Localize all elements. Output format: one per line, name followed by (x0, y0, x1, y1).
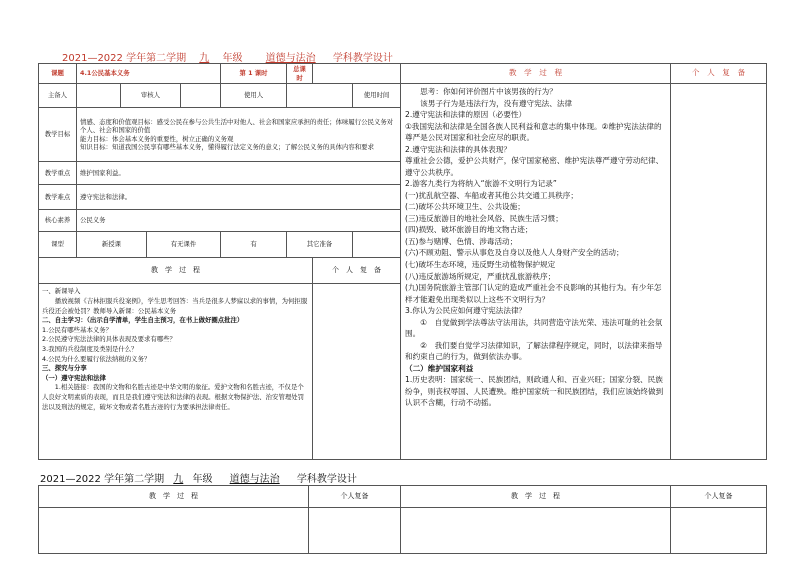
bottom-left-process-cell (39, 508, 309, 554)
user-label: 使用人 (221, 84, 287, 108)
right-process-header: 教 学 过 程 (401, 64, 671, 84)
right-process-line: (九)国务院旅游主管部门认定的造成严重社会不良影响的其他行为。有少年怎样才能避免出现类似以上这些不文明行为？ (405, 283, 662, 304)
lesson-type-value: 新授课 (77, 232, 147, 258)
process-line: 2.公民遵守宪法法律的具体表现及要求有哪些？ (42, 335, 176, 344)
topic-value: 4.1公民基本义务 (77, 64, 221, 84)
right-process-line: (一)扰乱航空器、车船或者其他公共交通工具秩序； (405, 190, 578, 200)
personal-prep-header: 个 人 复 备 (313, 258, 401, 284)
lesson-info-table (38, 63, 401, 460)
bottom-left-personal-cell (309, 508, 401, 554)
reviewer-value (181, 84, 221, 108)
core-literacy-label: 核心素养 (39, 210, 77, 232)
process-line: 二、自主学习：（出示自学清单，学生自主预习，在书上做好圈点批注） (42, 316, 244, 325)
header2-title: 学科教学设计 (296, 474, 357, 485)
process-line: 1.公民有哪些基本义务？ (42, 325, 113, 334)
header2-grade: 九 (173, 474, 184, 485)
right-personal-header: 个 人 复 备 (671, 64, 767, 84)
right-process-lines (405, 86, 666, 409)
bottom-right-personal-cell (671, 508, 767, 554)
right-personal-cell (671, 84, 767, 460)
bottom-right-table (400, 485, 767, 554)
preparer-label: 主备人 (39, 84, 77, 108)
lesson-type-label: 课型 (39, 232, 77, 258)
process-header: 教 学 过 程 (39, 258, 313, 284)
bottom-left-process-header: 教 学 过 程 (39, 486, 309, 508)
courseware-value: 有 (221, 232, 287, 258)
topic-label: 课题 (39, 64, 77, 84)
right-process-line: 1.历史表明：国家统一、民族团结，则政通人和、百业兴旺；国家分裂、民族纷争，则丧权辱国、人民遭殃。维护国家统一和民族团结，我们应该始终做到认识不含糊，行动不动摇。 (405, 375, 664, 408)
right-process-line: ①我国宪法和法律是全国各族人民利益和意志的集中体现。②维护宪法法律的尊严是公民对国家和社会应尽的职责。 (405, 121, 662, 143)
right-process-line: 2.遵守宪法和法律的具体表现？ (405, 144, 511, 154)
process-lines (42, 287, 309, 412)
header-subject: 道德与法治 (265, 53, 316, 64)
right-process-line: (三)违反旅游目的地社会风俗、民族生活习惯； (405, 213, 563, 223)
process-line: 播放视频《吉林拒服兵役案例》，学生思考回答：当兵是很多人梦寐以求的事情，为何拒服兵役还会被处罚？教师导入新课：公民基本义务 (42, 296, 308, 315)
header-grade: 九 (199, 53, 210, 64)
objectives-label: 教学目标 (39, 108, 77, 162)
other-prep-label: 其它准备 (287, 232, 353, 258)
bottom-right-process-header: 教 学 过 程 (401, 486, 671, 508)
bottom-left-table (38, 485, 401, 554)
right-process-line: (四)损毁、破坏旅游目的地文物古迹； (405, 225, 533, 235)
other-prep-value (353, 232, 401, 258)
difficult-point-value: 遵守宪法和法律。 (77, 185, 401, 210)
right-process-line: （二）维护国家利益 (405, 363, 474, 373)
header-year: 2021—2022 (62, 53, 123, 64)
right-process-line: ① 自觉做到学法尊法守法用法，共同营造守法光荣、违法可耻的社会氛围。 (405, 317, 663, 339)
right-process-line: ② 我们要自觉学习法律知识，了解法律程序规定，同时，以法律来指导和约束自己的行为，做到依法办事。 (405, 340, 663, 362)
right-process-line: (二)破坏公共环境卫生、公共设施； (405, 202, 525, 212)
right-process-line: 2.遵守宪法和法律的原因（必要性） (405, 110, 527, 120)
right-process-content (401, 84, 671, 460)
header-semester: 学年第二学期 (126, 53, 187, 64)
preparer-value (77, 84, 121, 108)
bottom-right-personal-header: 个人复备 (671, 486, 767, 508)
key-point-label: 教学重点 (39, 162, 77, 185)
core-literacy-value: 公民义务 (77, 210, 401, 232)
right-process-line: (八)违反旅游场所规定，严重扰乱旅游秩序； (405, 271, 556, 281)
key-point-value: 维护国家利益。 (77, 162, 401, 185)
period-value: 第 1 课时 (221, 64, 287, 84)
right-process-line: 尊重社会公德，爱护公共财产，保守国家秘密、维护宪法尊严遵守劳动纪律、遵守公共秩序。 (405, 156, 664, 177)
header2-semester: 学年第二学期 (104, 474, 165, 485)
process-line: 三、探究与分享 (42, 364, 87, 373)
process-line: 1.相关链接：我国的文物和名胜古迹是中华文明的象征。爱护文物和名胜古迹，不仅是个人良好文明素质的表现，而且是我们遵守宪法和法律的表现。根据文物保护法、治安管理处罚法以及刑法的规定，破坏文物或者名胜古迹的行为要承担法律责任。 (42, 383, 305, 411)
header2-year: 2021—2022 (40, 474, 101, 485)
process-line: 4.公民为什么要履行依法纳税的义务？ (42, 354, 151, 363)
header-grade-suffix: 年级 (222, 53, 243, 64)
total-value (313, 64, 401, 84)
right-process-line: (六)不顾劝阻、警示从事危及自身以及他人人身财产安全的活动； (405, 248, 624, 258)
header-title: 学科教学设计 (332, 53, 393, 64)
process-continuation-table (400, 63, 767, 460)
right-process-line: (五)参与赌博、色情、涉毒活动； (405, 236, 518, 246)
process-content (39, 284, 313, 460)
bottom-right-process-cell (401, 508, 671, 554)
header2-subject: 道德与法治 (229, 474, 280, 485)
total-label: 总课时 (287, 64, 313, 84)
difficult-point-label: 教学难点 (39, 185, 77, 210)
page-header-2 (40, 470, 357, 485)
right-process-line: 2.游客九类行为将纳入“旅游不文明行为记录” (405, 179, 557, 189)
bottom-left-personal-header: 个人复备 (309, 486, 401, 508)
reviewer-label: 审核人 (121, 84, 181, 108)
right-process-line: 该男子行为是违法行为，没有遵守宪法、法律 (405, 98, 573, 108)
right-process-line: 3.你认为公民应如何遵守宪法法律？ (405, 306, 527, 316)
courseware-label: 有无课件 (147, 232, 221, 258)
process-line: 一、新课导入 (42, 287, 81, 296)
user-value (287, 84, 353, 108)
header2-grade-suffix: 年级 (192, 474, 213, 485)
process-line: 3.我国的兵役制度及类别是什么？ (42, 344, 138, 353)
use-time-label: 使用时间 (353, 84, 401, 108)
right-process-line: (七)破坏生态环境，违反野生动植物保护规定 (405, 259, 556, 269)
right-process-line: 思考：你如何评价图片中该男孩的行为？ (405, 87, 557, 96)
process-line: （一）遵守宪法和法律 (42, 373, 106, 382)
objectives-text: 情感、态度和价值观目标：感受公民在参与公共生活中对他人、社会和国家应承担的责任；体味履行公民义务对个人、社会和国家的价值 能力目标：体会基本义务的重要性，树立正确的义务观 知识目标：知道我国公民享有哪些基本义务，懂得履行法定义务的意义；了解公民义务的具体内容和要求 (77, 108, 401, 162)
personal-prep-cell (313, 284, 401, 460)
page-header (62, 49, 393, 64)
